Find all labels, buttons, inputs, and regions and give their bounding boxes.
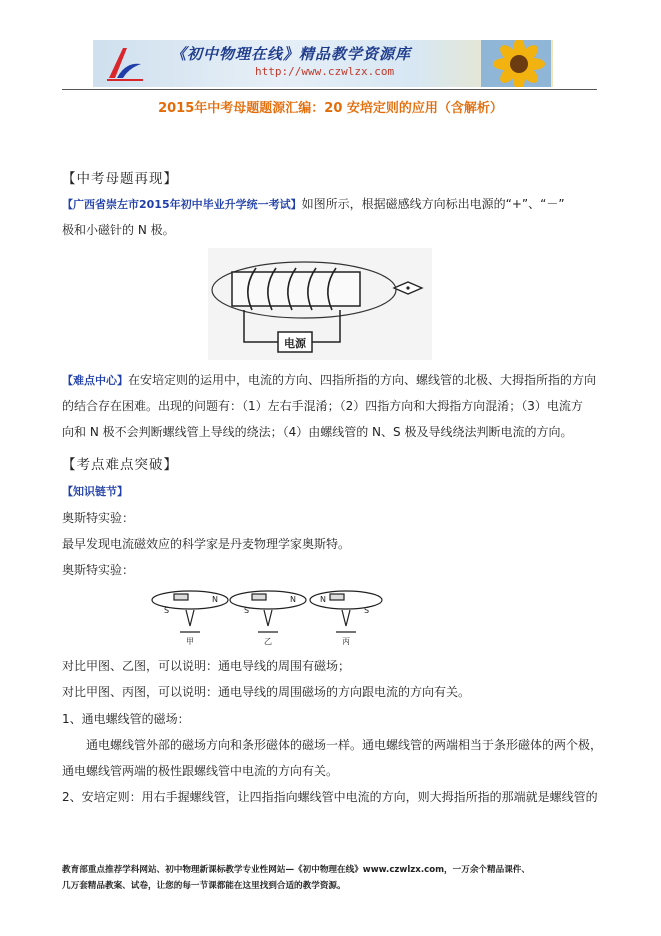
question-line-1 (62, 196, 565, 213)
solenoid-figure (208, 248, 432, 360)
page-title: 2015年中考母题题源汇编：20 安培定则的应用（含解析） (158, 101, 503, 116)
pole-n-label-3: N (320, 595, 326, 604)
point1-line-2: 通电螺线管两端的极性跟螺线管中电流的方向有关。 (62, 764, 339, 778)
difficulty-label: 【难点中心】 (62, 374, 128, 387)
oersted-experiment-figure (150, 582, 384, 650)
banner-title: 《初中物理在线》精品教学资源库 (171, 45, 412, 63)
figure-label-bing: 丙 (342, 637, 350, 646)
figure-label-jia: 甲 (186, 637, 194, 646)
footer-line-1: 教育部重点推荐学科网站、初中物理新课标教学专业性网站—《初中物理在线》www.czwlzx.com，一万余个精品课件、 (62, 865, 530, 875)
footer (62, 862, 602, 894)
conclusion-line-2: 对比甲图、丙图，可以说明：通电导线的周围磁场的方向跟电流的方向有关。 (62, 685, 471, 699)
figure-label-yi: 乙 (264, 637, 272, 646)
pole-s-label-1: S (164, 606, 170, 615)
knowledge-label: 【知识链节】 (62, 485, 128, 498)
difficulty-text-1: 在安培定则的运用中，电流的方向、四指所指的方向、螺线管的北极、大拇指所指的方向 (128, 373, 597, 387)
header-banner (93, 40, 553, 87)
knowledge-line-1: 奥斯特实验： (62, 511, 135, 525)
point1-heading: 1、通电螺线管的磁场： (62, 712, 190, 726)
difficulty-line-3: 向和 N 极不会判断螺线管上导线的绕法；（4）由螺线管的 N、S 极及导线绕法判断电流的方向。 (62, 425, 573, 439)
question-source: 【广西省崇左市2015年初中毕业升学统一考试】 (62, 198, 302, 211)
pole-s-label-2: S (244, 606, 250, 615)
sunflower-icon (481, 40, 551, 87)
question-text-1: 如图所示，根据磁感线方向标出电源的“+”、“－” (301, 197, 565, 211)
pole-n-label-2: N (290, 595, 296, 604)
pole-n-label-1: N (212, 595, 218, 604)
knowledge-line-3: 奥斯特实验： (62, 563, 135, 577)
knowledge-line-2: 最早发现电流磁效应的科学家是丹麦物理学家奥斯特。 (62, 537, 351, 551)
conclusion-line-1: 对比甲图、乙图，可以说明：通电导线的周围有磁场； (62, 659, 351, 673)
site-logo-icon (103, 44, 147, 84)
header-divider (62, 89, 597, 90)
footer-line-2: 几万套精品教案、试卷，让您的每一节课都能在这里找到合适的教学资源。 (62, 881, 346, 891)
question-line-2: 极和小磁针的 N 极。 (62, 223, 175, 237)
pole-s-label-3: S (364, 606, 370, 615)
point2-heading: 2、安培定则：用右手握螺线管，让四指指向螺线管中电流的方向，则大拇指所指的那端就是螺线管的 (62, 790, 598, 804)
power-source-label: 电源 (284, 337, 306, 350)
point1-line-1: 通电螺线管外部的磁场方向和条形磁体的磁场一样。通电螺线管的两端相当于条形磁体的两个极， (86, 738, 603, 752)
section-heading-key-points: 【考点难点突破】 (62, 457, 178, 473)
banner-url[interactable]: http://www.czwlzx.com (255, 65, 395, 78)
section-heading-mother-question: 【中考母题再现】 (62, 171, 178, 187)
difficulty-line-1 (62, 372, 596, 389)
difficulty-line-2: 的结合存在困难。出现的问题有：（1）左右手混淆；（2）四指方向和大拇指方向混淆；（3）电流方 (62, 399, 583, 413)
